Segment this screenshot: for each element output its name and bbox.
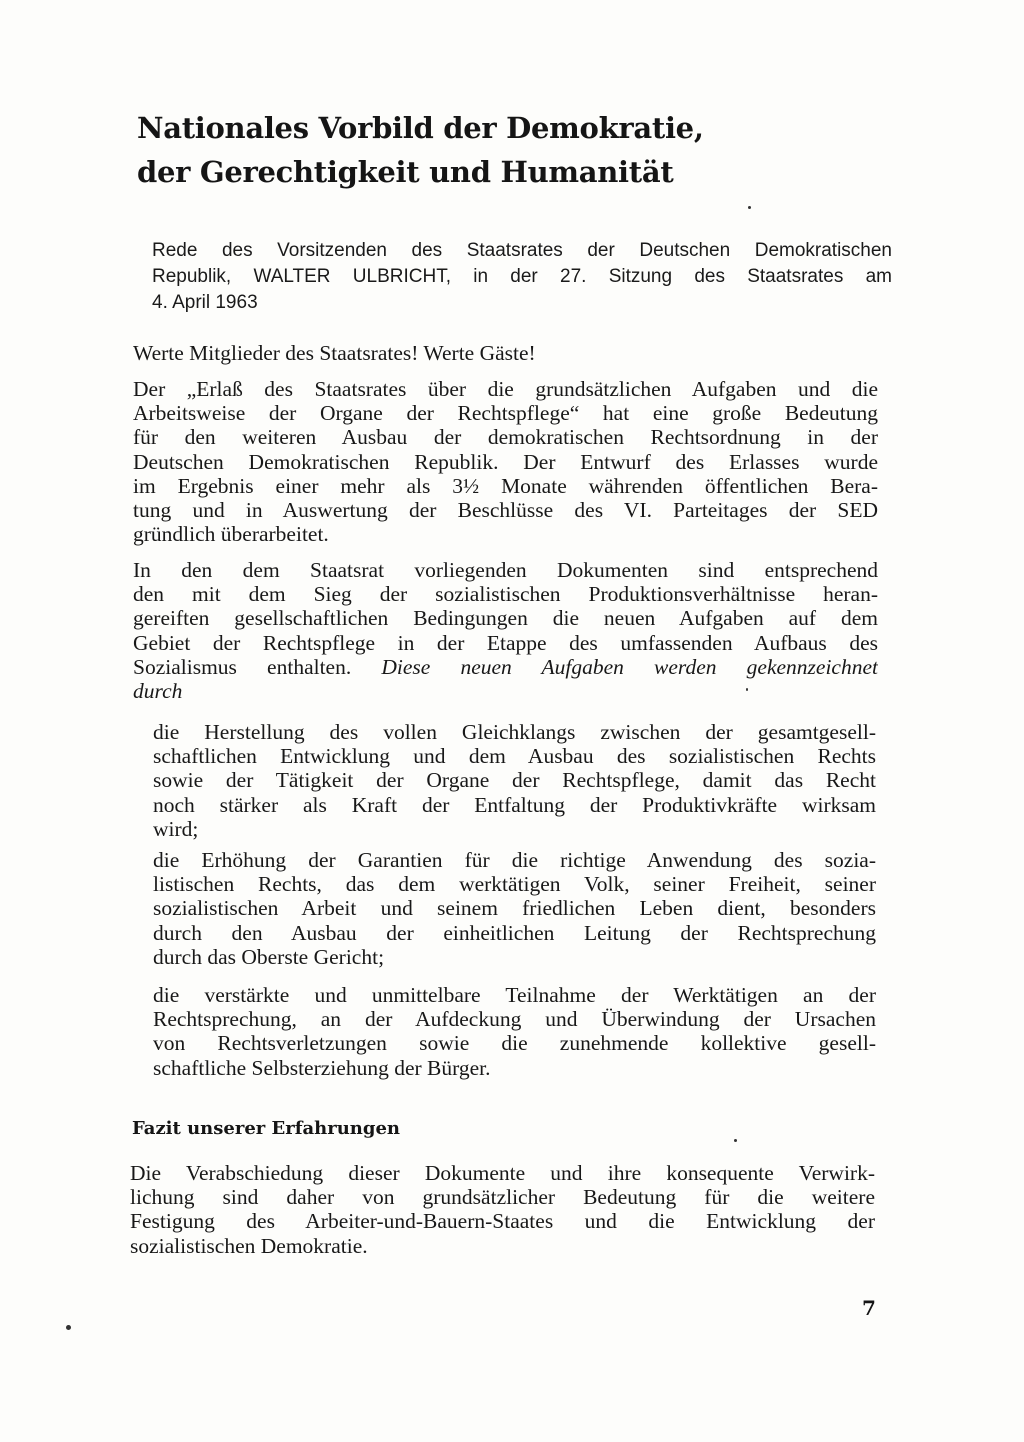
list-item-line: die verstärkte und unmittelbare Teilnahme der Werktätigen an der	[153, 983, 876, 1007]
list-item-line: noch stärker als Kraft der Entfaltung der Produktivkräfte wirksam	[153, 792, 876, 817]
paragraph-line: Die Verabschiedung dieser Dokumente und ihre konsequente Verwirk-	[130, 1161, 875, 1185]
subtitle-line: 4. April 1963	[152, 292, 258, 313]
paragraph-line	[133, 679, 878, 703]
paragraph-1	[133, 377, 878, 546]
subtitle-line: Rede des Vorsitzenden des Staatsrates der Deutschen Demokratischen	[152, 240, 892, 261]
list-item-line: durch das Oberste Gericht;	[153, 944, 385, 969]
title-line: der Gerechtigkeit und Humanität	[137, 155, 674, 189]
list-item-line: wird;	[153, 816, 199, 841]
list-item-line: die Herstellung des vollen Gleichklangs zwischen der gesamtgesell-	[153, 720, 876, 744]
paragraph-line	[133, 655, 878, 679]
list-item-line: sowie der Tätigkeit der Organe der Rechtspflege, damit das Recht	[153, 768, 876, 793]
list-item-line: schaftlichen Entwicklung und dem Ausbau des sozialistischen Rechts	[153, 744, 876, 769]
list-item-line: sozialistischen Arbeit und seinem friedlichen Leben dient, besonders	[153, 896, 876, 921]
print-speck	[66, 1325, 71, 1330]
list-item-line: Rechtsprechung, an der Aufdeckung und Überwindung der Ursachen	[153, 1007, 876, 1032]
subtitle-line: Republik, WALTER ULBRICHT, in der 27. Sitzung des Staatsrates am	[152, 266, 892, 287]
section-heading: Fazit unserer Erfahrungen	[132, 1118, 401, 1139]
paragraph-line: Festigung des Arbeiter-und-Bauern-Staates und die Entwicklung der	[130, 1209, 875, 1234]
paragraph-3	[130, 1161, 875, 1258]
greeting-line: Werte Mitglieder des Staatsrates! Werte Gäste!	[133, 341, 536, 365]
print-speck	[734, 1139, 737, 1142]
paragraph-line: tung und in Auswertung der Beschlüsse des VI. Parteitages der SED	[133, 498, 878, 523]
list-item-line: schaftliche Selbsterziehung der Bürger.	[153, 1055, 491, 1080]
paragraph-line: Der „Erlaß des Staatsrates über die grundsätzlichen Aufgaben und die	[133, 377, 878, 401]
paragraph-line: In den dem Staatsrat vorliegenden Dokumenten sind entsprechend	[133, 558, 878, 582]
page-number: 7	[862, 1296, 876, 1320]
paragraph-line: Arbeitsweise der Organe der Rechtspflege“ hat eine große Bedeutung	[133, 401, 878, 426]
speech-subtitle	[152, 238, 892, 316]
list-item	[153, 720, 876, 841]
list-item-line: die Erhöhung der Garantien für die richtige Anwendung des sozia-	[153, 848, 876, 872]
paragraph-2	[133, 558, 878, 703]
list-item	[153, 983, 876, 1080]
paragraph-line: Deutschen Demokratischen Republik. Der Entwurf des Erlasses wurde	[133, 449, 878, 474]
greeting	[133, 341, 878, 365]
title-line: Nationales Vorbild der Demokratie,	[137, 111, 704, 145]
paragraph-line: Gebiet der Rechtspflege in der Etappe des umfassenden Aufbaus des	[133, 630, 878, 655]
list-item-line: von Rechtsverletzungen sowie die zunehmende kollektive gesell-	[153, 1031, 876, 1056]
paragraph-line: im Ergebnis einer mehr als 3½ Monate währenden öffentlichen Bera-	[133, 473, 878, 498]
list-item-line: listischen Rechts, das dem werktätigen Volk, seiner Freiheit, seiner	[153, 872, 876, 897]
paragraph-text: Sozialismus enthalten.	[133, 654, 382, 679]
paragraph-line: für den weiteren Ausbau der demokratischen Rechtsordnung in der	[133, 425, 878, 450]
page-title	[137, 106, 897, 194]
paragraph-line: gereiften gesellschaftlichen Bedingungen die neuen Aufgaben auf dem	[133, 606, 878, 631]
list-item	[153, 848, 876, 969]
list-item-line: durch den Ausbau der einheitlichen Leitung der Rechtsprechung	[153, 920, 876, 945]
emphasized-text: durch	[133, 679, 183, 704]
paragraph-line: den mit dem Sieg der sozialistischen Produktionsverhältnisse heran-	[133, 582, 878, 607]
paragraph-line: lichung sind daher von grundsätzlicher Bedeutung für die weitere	[130, 1185, 875, 1210]
paragraph-line: sozialistischen Demokratie.	[130, 1233, 368, 1258]
print-speck	[746, 688, 748, 691]
emphasized-text: Diese neuen Aufgaben werden gekennzeichnet	[381, 654, 878, 679]
print-speck	[748, 206, 751, 209]
paragraph-line: gründlich überarbeitet.	[133, 522, 329, 547]
